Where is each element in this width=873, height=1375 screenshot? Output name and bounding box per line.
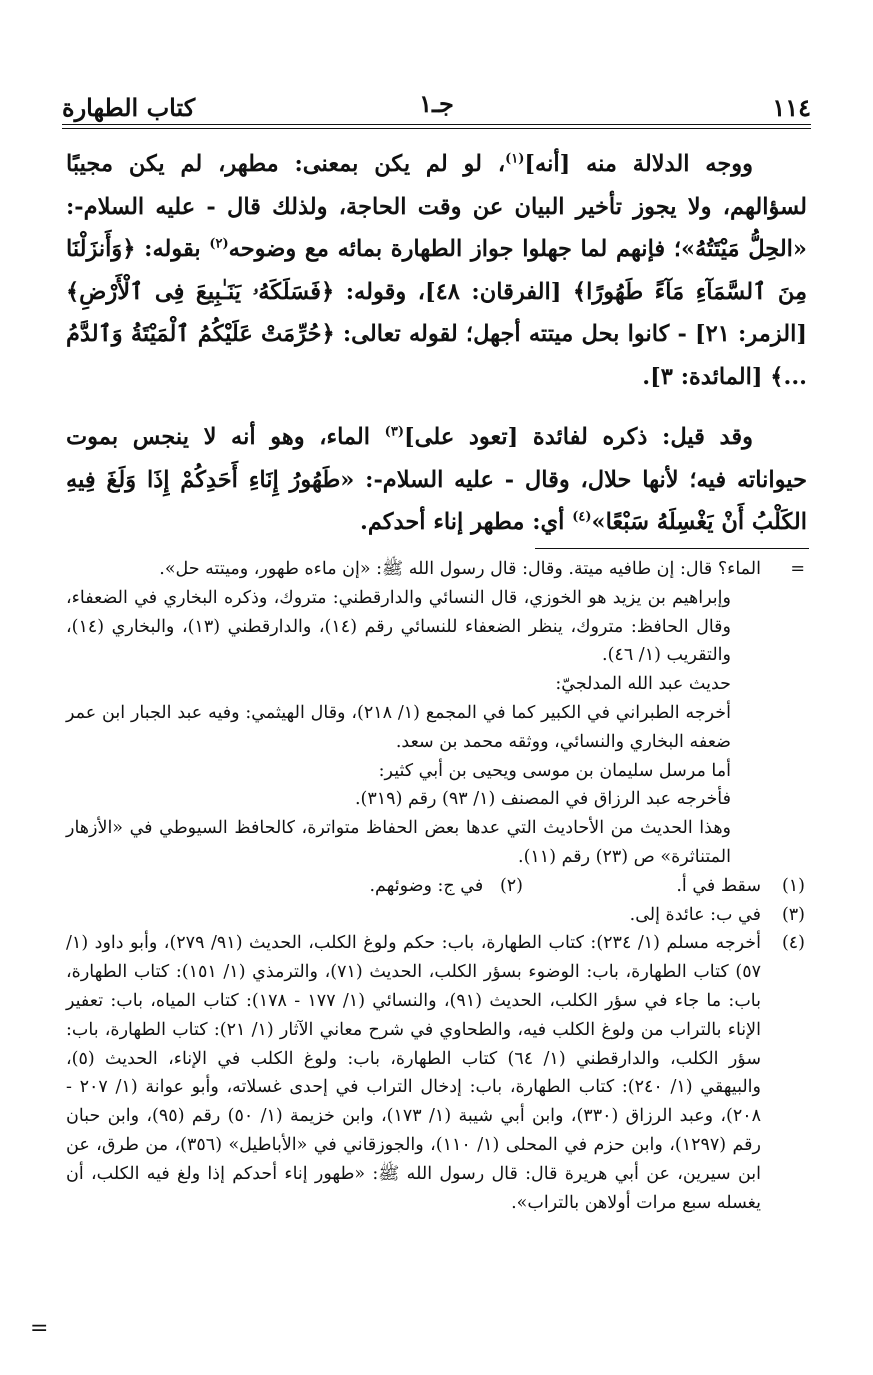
footnote-3 [66, 901, 805, 930]
footnote-line: أما مرسل سليمان بن موسى ويحيى بن أبي كثير: [378, 760, 731, 781]
continuation-text [66, 555, 761, 872]
footnote-line: الماء؟ قال: إن طافيه ميتة. وقال: قال رسول الله ﷺ: «إن ماءه طهور، وميتته حل». [159, 559, 761, 579]
main-text [66, 143, 807, 544]
text-run: أي: مطهر إناء أحدكم. [360, 509, 573, 535]
footnote-line: أخرجه الطبراني في الكبير كما في المجمع (١/ ٢١٨)، وقال الهيثمي: وفيه عبد الجبار ابن عمر ضعفه البخاري والنسائي، ووثقه محمد بن سعد. [66, 702, 731, 752]
footnote-ref-4[interactable]: (٤) [572, 509, 592, 525]
footnote-1-2 [66, 872, 805, 901]
text-run: ، لو لم يكن بمعنى: مطهر، لم يكن مجيبًا لسؤالهم، ولا يجوز تأخير البيان عن وقت الحاجة، ولذلك قال - عليه السلام-: «الحِلُّ مَيْتَتُهُ»؛ فإنهم لما جهلوا جواز الطهارة بمائه مع وضوحه [66, 151, 807, 262]
header-rule [62, 124, 811, 125]
footnote-pair [66, 872, 761, 901]
text-run: وقد قيل: ذكره لفائدة [تعود على] [403, 424, 753, 450]
header-rule-thin [62, 128, 811, 129]
footnote-continuation [66, 555, 805, 872]
paragraph-2 [66, 416, 807, 544]
footnote-line: فأخرجه عبد الرزاق في المصنف (١/ ٩٣) رقم (٣١٩). [354, 789, 731, 810]
footnote-mark-2: (٢) [499, 875, 523, 896]
footnote-separator [535, 548, 809, 549]
footnote-line: وهذا الحديث من الأحاديث التي عدها بعض الحفاظ متواترة، كالحافظ السيوطي في «الأزهار المتناثرة» ص (٢٣) رقم (١١). [66, 818, 731, 867]
running-header [62, 80, 811, 122]
footnote-text-1: سقط في أ. [676, 875, 761, 896]
continuation-mark: = [790, 559, 805, 579]
footnote-line: حديث عبد الله المدلجيّ: [555, 674, 731, 695]
paragraph-1 [66, 143, 807, 398]
footnote-ref-1[interactable]: (١) [505, 151, 525, 167]
footnote-ref-3[interactable]: (٣) [384, 424, 404, 440]
footnote-text-3: في ب: عائدة إلى. [629, 904, 761, 925]
footnote-line: وإبراهيم بن يزيد هو الخوزي، قال النسائي والدارقطني: متروك، وذكره البخاري في الضعفاء، وقال الحافظ: متروك، ينظر الضعفاء للنسائي رقم (١٤)، والدارقطني (١٣)، والبخاري (١٤)، والتقريب (١/ ٤٦). [66, 587, 731, 666]
footnote-mark-3: (٣) [781, 904, 805, 925]
text-run: الماء، وهو أنه لا ينجس بموت حيواناته فيه؛ لأنها حلال، وقال - عليه السلام-: «طَهُورُ إِنَاءِ أَحَدِكُمْ إِذَا وَلَغَ فِيهِ الكَلْبُ أَنْ يَغْسِلَهُ سَبْعًا» [66, 424, 807, 535]
text-run: ووجه الدلالة منه [أنه] [524, 151, 753, 177]
footnote-ref-2[interactable]: (٢) [209, 236, 229, 252]
footnotes [66, 555, 805, 1217]
page-number: ١١٤ [772, 93, 811, 122]
footnote-text-4: أخرجه مسلم (١/ ٢٣٤): كتاب الطهارة، باب: حكم ولوغ الكلب، الحديث (٩١/ ٢٧٩)، وأبو داود (١/ ٥٧) كتاب الطهارة، باب: الوضوء بسؤر الكلب، الحديث (٧١)، والترمذي (١/ ١٥١): كتاب الطهارة، باب: ما جاء في سؤر الكلب، الحديث (٩١)، والنسائي (١/ ١٧٧ - ١٧٨): كتاب المياه، باب: تعفير الإناء بالتراب من ولوغ الكلب فيه، والطحاوي في شرح معاني الآثار (١/ ٢١): كتاب الطهارة، باب: سؤر الكلب، والدارقطني (١/ ٦٤) كتاب الطهارة، باب: ولوغ الكلب في الإناء، الحديث (٥)، والبيهقي (١/ ٢٤٠): كتاب الطهارة، باب: إدخال التراب في إحدى غسلاته، وأبو عوانة (١/ ٢٠٧ - ٢٠٨)، وعبد الرزاق (٣٣٠)، وابن أبي شيبة (١/ ١٧٣)، وابن خزيمة (١/ ٥٠) رقم (٩٥)، وابن حبان رقم (١٢٩٧)، وابن حزم في المحلى (١/ ١١٠)، والجوزقاني في «الأباطيل» (٣٥٦)، من طرق، عن ابن سيرين، عن أبي هريرة قال: قال رسول الله ﷺ: «طهور إناء أحدكم إذا ولغ فيه الكلب، أن يغسله سبع مرات أولاهن بالتراب». [66, 933, 762, 1213]
continuation-end-mark: = [30, 1316, 49, 1341]
book-title: كتاب الطهارة [62, 93, 196, 122]
volume-number: جـ١ [419, 89, 454, 118]
footnote-text-2: في ج: وضوئهم. [369, 875, 484, 896]
text-run: بقوله: ﴿وَأَنزَلْنَا مِنَ ٱلسَّمَآءِ مَآءً طَهُورًا﴾ [الفرقان: ٤٨]، وقوله: ﴿فَسَلَكَهُۥ يَنَـٰبِيعَ فِى ٱلْأَرْضِ﴾ [الزمر: ٢١] - كانوا بحل ميتته أجهل؛ لقوله تعالى: ﴿حُرِّمَتْ عَلَيْكُمُ ٱلْمَيْتَةُ وَٱلدَّمُ ...﴾ [المائدة: ٣]. [66, 236, 807, 390]
footnote-mark-4: (٤) [781, 933, 805, 954]
footnote-4 [66, 929, 805, 1217]
footnote-mark-1: (١) [781, 875, 805, 896]
